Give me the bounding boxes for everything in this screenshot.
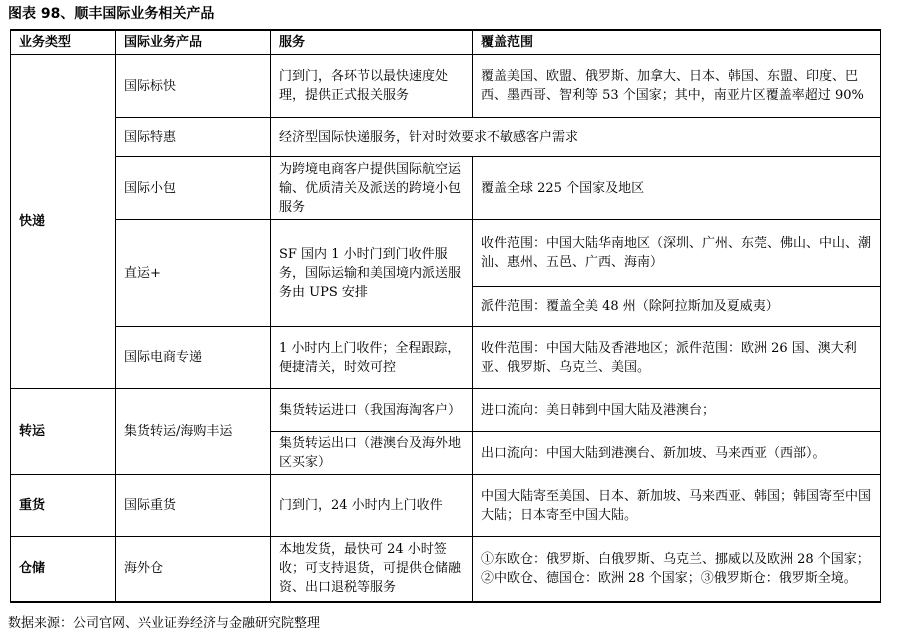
header-business-type: 业务类型 <box>11 30 116 55</box>
coverage-cell: 覆盖全球 225 个国家及地区 <box>473 157 881 220</box>
product-cell: 国际标快 <box>116 55 271 118</box>
product-cell: 海外仓 <box>116 537 271 602</box>
product-cell: 国际重货 <box>116 475 271 537</box>
service-cell: 门到门，24 小时内上门收件 <box>271 475 473 537</box>
header-coverage: 覆盖范围 <box>473 30 881 55</box>
header-service: 服务 <box>271 30 473 55</box>
category-heavy: 重货 <box>11 475 116 537</box>
service-cell: 集货转运进口（我国海淘客户） <box>271 389 473 432</box>
service-cell: 经济型国际快递服务，针对时效要求不敏感客户需求 <box>271 118 881 157</box>
service-cell: 集货转运出口（港澳台及海外地区买家） <box>271 432 473 475</box>
category-storage: 仓储 <box>11 537 116 602</box>
product-cell: 直运+ <box>116 220 271 327</box>
table-row <box>11 327 881 389</box>
service-cell: 门到门，各环节以最快速度处理，提供正式报关服务 <box>271 55 473 118</box>
product-cell: 国际小包 <box>116 157 271 220</box>
header-product: 国际业务产品 <box>116 30 271 55</box>
coverage-cell: 收件范围：中国大陆华南地区（深圳、广州、东莞、佛山、中山、潮汕、惠州、五邑、广西、海南） <box>473 220 881 287</box>
data-source-note: 数据来源：公司官网、兴业证券经济与金融研究院整理 <box>8 616 321 631</box>
product-cell: 国际电商专递 <box>116 327 271 389</box>
table-row <box>11 157 881 220</box>
products-table <box>10 29 881 603</box>
category-express: 快递 <box>11 55 116 389</box>
table-row <box>11 389 881 432</box>
service-cell: SF 国内 1 小时门到门收件服务，国际运输和美国境内派送服务由 UPS 安排 <box>271 220 473 327</box>
service-cell: 本地发货，最快可 24 小时签收；可支持退货，可提供仓储融资、出口退税等服务 <box>271 537 473 602</box>
table-row <box>11 475 881 537</box>
coverage-cell: 进口流向：美日韩到中国大陆及港澳台； <box>473 389 881 432</box>
table-row <box>11 118 881 157</box>
table-row <box>11 537 881 602</box>
coverage-cell: 出口流向：中国大陆到港澳台、新加坡、马来西亚（西部）。 <box>473 432 881 475</box>
coverage-cell: 覆盖美国、欧盟、俄罗斯、加拿大、日本、韩国、东盟、印度、巴西、墨西哥、智利等 53 个国家；其中，南亚片区覆盖率超过 90% <box>473 55 881 118</box>
table-row <box>11 220 881 287</box>
service-cell: 为跨境电商客户提供国际航空运输、优质清关及派送的跨境小包服务 <box>271 157 473 220</box>
coverage-cell: 中国大陆寄至美国、日本、新加坡、马来西亚、韩国；韩国寄至中国大陆；日本寄至中国大陆。 <box>473 475 881 537</box>
category-transfer: 转运 <box>11 389 116 475</box>
coverage-cell: 派件范围：覆盖全美 48 州（除阿拉斯加及夏威夷） <box>473 287 881 327</box>
table-row <box>11 55 881 118</box>
coverage-cell: ①东欧仓：俄罗斯、白俄罗斯、乌克兰、挪威以及欧洲 28 个国家；②中欧仓、德国仓：欧洲 28 个国家；③俄罗斯仓：俄罗斯全境。 <box>473 537 881 602</box>
table-header-row <box>11 30 881 55</box>
product-cell: 国际特惠 <box>116 118 271 157</box>
product-cell: 集货转运/海购丰运 <box>116 389 271 475</box>
coverage-cell: 收件范围：中国大陆及香港地区；派件范围：欧洲 26 国、澳大利亚、俄罗斯、乌克兰、美国。 <box>473 327 881 389</box>
figure-title: 图表 98、顺丰国际业务相关产品 <box>8 6 215 22</box>
service-cell: 1 小时内上门收件；全程跟踪，便捷清关，时效可控 <box>271 327 473 389</box>
